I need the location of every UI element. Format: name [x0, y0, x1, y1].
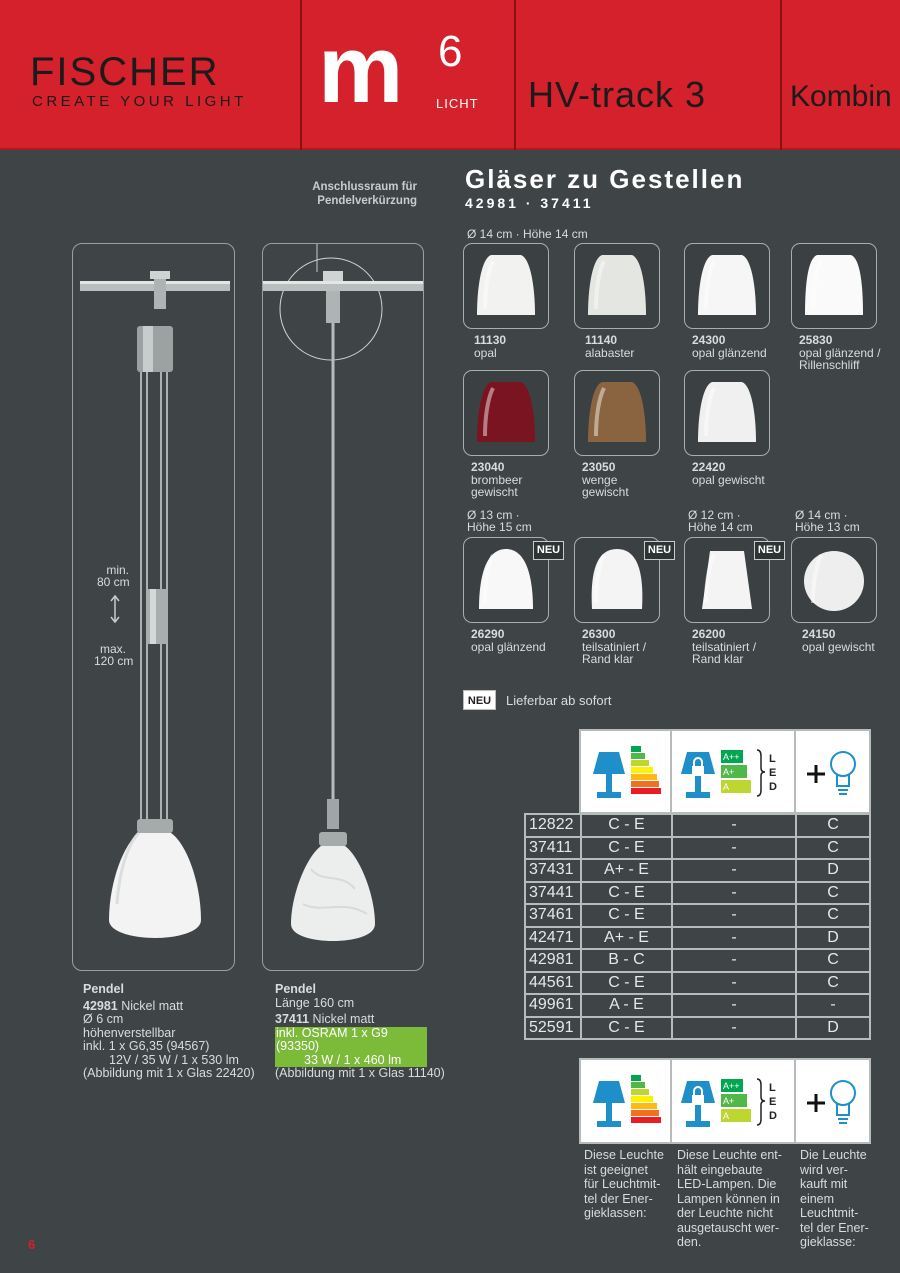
glass-code: 24300 — [692, 333, 726, 347]
led-class: - — [672, 837, 796, 860]
explanation-line: kauft mit — [800, 1177, 848, 1191]
m6-logo-sup: 6 — [438, 27, 463, 76]
svg-text:E: E — [769, 1096, 777, 1108]
glass-caption — [471, 461, 522, 499]
svg-text:A++: A++ — [723, 751, 740, 762]
svg-text:A: A — [723, 1111, 730, 1121]
height-min-value: 80 cm — [97, 575, 130, 589]
product-line-title: HV-track 3 — [528, 74, 707, 115]
led-class: - — [672, 927, 796, 950]
article-number: 37411 — [525, 837, 581, 860]
glass-tile-25830 — [791, 243, 877, 329]
article-number: 37431 — [525, 859, 581, 882]
height-max-label: max. — [100, 642, 127, 656]
explanation-line: tel der Ener- — [800, 1220, 869, 1235]
m6-licht: LICHT — [436, 96, 479, 111]
pendant-lamp-37411-illustration — [263, 244, 425, 972]
explanation-line: der Leuchte nicht — [677, 1206, 773, 1220]
glass-code: 25830 — [799, 333, 833, 347]
energy-class-range: C - E — [581, 837, 672, 860]
bulb-class: D — [796, 1017, 870, 1040]
product-heading: Pendel — [275, 982, 316, 996]
article-number: 44561 — [525, 972, 581, 995]
bulb-class: D — [796, 859, 870, 882]
table-row — [525, 972, 870, 995]
glass-caption — [585, 334, 634, 359]
bulb-class: C — [796, 972, 870, 995]
glass-description: opal gewischt — [692, 472, 765, 487]
table-row — [525, 904, 870, 927]
led-class: - — [672, 949, 796, 972]
glass-shade-icon — [471, 543, 541, 617]
energy-class-range: C - E — [581, 882, 672, 905]
glass-caption — [582, 628, 646, 666]
glass-code: 11140 — [585, 333, 618, 347]
dimension-label: Höhe 13 cm — [795, 520, 860, 534]
explanation-line: Leuchtmit- — [800, 1206, 859, 1220]
glass-description: opal glänzend — [471, 639, 546, 654]
glass-description: opal glänzend — [692, 345, 767, 360]
svg-text:A++: A++ — [723, 1081, 740, 1091]
glass-code: 23040 — [471, 460, 505, 474]
glass-code: 23050 — [582, 460, 616, 474]
table-row — [525, 949, 870, 972]
svg-text:D: D — [769, 780, 777, 793]
dimension-label: Höhe 15 cm — [467, 520, 532, 534]
product-description-42981 — [83, 983, 283, 1081]
glass-code: 26290 — [471, 627, 505, 641]
glass-code: 26300 — [582, 627, 616, 641]
height-min-label: min. — [106, 563, 129, 577]
height-max-value: 120 cm — [94, 654, 134, 668]
glass-tile-23050 — [574, 370, 660, 456]
svg-text:L: L — [769, 1082, 776, 1094]
bulb-included-highlight: inkl. OSRAM 1 x G9 (93350) — [275, 1027, 427, 1054]
glass-caption — [474, 334, 506, 359]
glass-shade-icon — [582, 543, 652, 617]
explanation-line: hält eingebaute — [677, 1162, 763, 1177]
page-number: 6 — [28, 1237, 36, 1252]
glass-code: 11130 — [474, 333, 507, 347]
glass-shade-icon — [471, 249, 541, 323]
header-divider — [514, 0, 516, 150]
glass-tile-24150 — [791, 537, 877, 623]
glass-code: 24150 — [802, 627, 836, 641]
glass-description: wenge — [582, 472, 618, 487]
bulb-class: D — [796, 927, 870, 950]
bulb-included-highlight: 33 W / 1 x 460 lm — [275, 1054, 427, 1068]
glass-description: opal — [474, 345, 497, 360]
glass-shade-icon — [471, 376, 541, 450]
glass-code: 26200 — [692, 627, 726, 641]
article-number: 37441 — [525, 882, 581, 905]
explanation-line: ausgetauscht wer- — [677, 1220, 780, 1235]
explanation-line: für Leuchtmit- — [584, 1177, 661, 1191]
m6-logo: m — [318, 16, 400, 123]
bulb-class: - — [796, 994, 870, 1017]
glass-shade-icon — [582, 249, 652, 323]
neu-legend-text: Lieferbar ab sofort — [506, 693, 612, 708]
article-number: 42471 — [525, 927, 581, 950]
led-class: - — [672, 972, 796, 995]
energy-class-range: A - E — [581, 994, 672, 1017]
svg-text:A+: A+ — [723, 1096, 735, 1106]
explanation-bulb — [800, 1148, 869, 1250]
led-class: - — [672, 1017, 796, 1040]
article-number: 52591 — [525, 1017, 581, 1040]
energy-class-range: C - E — [581, 1017, 672, 1040]
product-spec: 12V / 35 W / 1 x 530 lm — [109, 1052, 239, 1067]
energy-class-table — [524, 813, 871, 1040]
led-class: - — [672, 882, 796, 905]
svg-text:A: A — [723, 781, 730, 792]
explanation-led — [677, 1148, 782, 1250]
explanation-line: gieklasse: — [800, 1235, 856, 1249]
table-row — [525, 837, 870, 860]
glass-description: Rand klar — [582, 652, 634, 666]
energy-class-range: A+ - E — [581, 927, 672, 950]
product-code-line: 37411 Nickel matt — [275, 1012, 375, 1026]
glass-description: brombeer — [471, 472, 523, 487]
dimension-label: Ø 13 cm · — [467, 508, 520, 522]
explanation-line: Diese Leuchte — [584, 1148, 664, 1162]
led-class: - — [672, 814, 796, 837]
svg-text:L: L — [769, 752, 776, 765]
energy-class-lamp-icon — [581, 1060, 672, 1142]
bulb-class: C — [796, 814, 870, 837]
product-spec: höhenverstellbar — [83, 1025, 176, 1040]
glass-shade-icon — [692, 249, 762, 323]
energy-class-range: C - E — [581, 814, 672, 837]
glass-tile-23040 — [463, 370, 549, 456]
explanation-line: wird ver- — [800, 1162, 848, 1177]
table-row — [525, 994, 870, 1017]
page-subtitle: 42981 · 37411 — [465, 195, 594, 211]
table-row — [525, 814, 870, 837]
glass-caption — [802, 628, 875, 653]
energy-class-range: B - C — [581, 949, 672, 972]
glass-description: gewischt — [471, 485, 518, 499]
explanation-line: gieklassen: — [584, 1206, 647, 1220]
product-heading: Pendel — [83, 982, 124, 996]
glass-shade-icon — [692, 376, 762, 450]
glass-tile-11140 — [574, 243, 660, 329]
glass-shade-icon — [799, 249, 869, 323]
energy-class-lamp-icon — [581, 731, 672, 812]
explanation-line: Diese Leuchte ent- — [677, 1148, 782, 1162]
dimension-label: Ø 14 cm · — [795, 508, 848, 522]
energy-icon-row — [579, 729, 871, 814]
page-title: Gläser zu Gestellen — [465, 164, 745, 194]
pendant-lamp-42981-illustration — [73, 244, 236, 972]
glass-caption — [692, 461, 765, 486]
bulb-included-icon — [796, 731, 869, 812]
glass-shade-icon — [692, 543, 762, 617]
led-class: - — [672, 859, 796, 882]
svg-text:D: D — [769, 1110, 777, 1122]
energy-class-range: C - E — [581, 904, 672, 927]
neu-badge: NEU — [533, 541, 564, 560]
glass-tile-24300 — [684, 243, 770, 329]
energy-class-range: A+ - E — [581, 859, 672, 882]
glass-caption — [471, 628, 546, 653]
article-number: 37461 — [525, 904, 581, 927]
bulb-class: C — [796, 904, 870, 927]
glass-description: opal glänzend / — [799, 345, 881, 360]
neu-badge-legend: NEU — [463, 690, 496, 710]
svg-text:E: E — [769, 766, 777, 779]
explanation-line: den. — [677, 1235, 702, 1249]
product-spec: (Abbildung mit 1 x Glas 22420) — [83, 1066, 255, 1080]
glass-description: Rand klar — [692, 652, 744, 666]
explanation-line: Die Leuchte — [800, 1148, 867, 1162]
glass-caption — [692, 334, 767, 359]
glass-shade-icon — [582, 376, 652, 450]
brand-logo: FISCHER — [30, 50, 220, 94]
glass-caption — [582, 461, 629, 499]
bulb-included-icon — [796, 1060, 869, 1142]
header-divider — [300, 0, 302, 150]
article-number: 49961 — [525, 994, 581, 1017]
led-builtin-icon — [672, 1060, 796, 1142]
explanation-energy-class — [584, 1148, 664, 1221]
table-row — [525, 1017, 870, 1040]
section-title: Kombin — [790, 80, 892, 113]
header-divider — [780, 0, 782, 150]
table-row — [525, 859, 870, 882]
glass-description: teilsatiniert / — [692, 639, 757, 654]
table-row — [525, 927, 870, 950]
dimension-label: Ø 14 cm · Höhe 14 cm — [467, 227, 588, 241]
connection-label: Anschlussraum für Pendelverkürzung — [312, 181, 417, 207]
bulb-class: C — [796, 837, 870, 860]
explanation-line: tel der Ener- — [584, 1191, 653, 1206]
explanation-line: einem — [800, 1191, 835, 1206]
glass-code: 22420 — [692, 460, 726, 474]
product-spec: (Abbildung mit 1 x Glas 11140) — [275, 1066, 445, 1080]
product-spec: Länge 160 cm — [275, 995, 355, 1010]
svg-text:A+: A+ — [723, 766, 735, 777]
lamp-box-42981 — [72, 243, 235, 971]
product-description-37411 — [275, 983, 465, 1081]
bulb-class: C — [796, 949, 870, 972]
glass-tile-11130 — [463, 243, 549, 329]
glass-description: alabaster — [585, 345, 635, 360]
product-code-line: 42981 Nickel matt — [83, 998, 184, 1013]
led-class: - — [672, 994, 796, 1017]
brand-tagline: CREATE YOUR LIGHT — [32, 93, 247, 110]
lamp-box-37411 — [262, 243, 424, 971]
explanation-line: ist geeignet — [584, 1162, 648, 1177]
dimension-label: Ø 12 cm · — [688, 508, 741, 522]
glass-shade-icon — [799, 543, 869, 617]
dimension-label: Höhe 14 cm — [688, 520, 753, 534]
neu-badge: NEU — [754, 541, 785, 560]
glass-caption — [799, 334, 880, 372]
product-spec: inkl. 1 x G6,35 (94567) — [83, 1039, 210, 1053]
article-number: 12822 — [525, 814, 581, 837]
bulb-class: C — [796, 882, 870, 905]
page-header — [0, 0, 900, 150]
explanation-line: LED-Lampen. Die — [677, 1177, 777, 1191]
glass-tile-22420 — [684, 370, 770, 456]
led-class: - — [672, 904, 796, 927]
neu-badge: NEU — [644, 541, 675, 560]
glass-description: gewischt — [582, 485, 629, 499]
glass-description: Rillenschliff — [799, 358, 860, 372]
led-builtin-icon — [672, 731, 796, 812]
glass-description: teilsatiniert / — [582, 639, 647, 654]
explanation-line: Lampen können in — [677, 1191, 780, 1206]
energy-icon-row-legend — [579, 1058, 871, 1144]
product-spec: Ø 6 cm — [83, 1012, 124, 1026]
article-number: 42981 — [525, 949, 581, 972]
table-row — [525, 882, 870, 905]
glass-caption — [692, 628, 756, 666]
energy-class-range: C - E — [581, 972, 672, 995]
glass-description: opal gewischt — [802, 639, 875, 654]
